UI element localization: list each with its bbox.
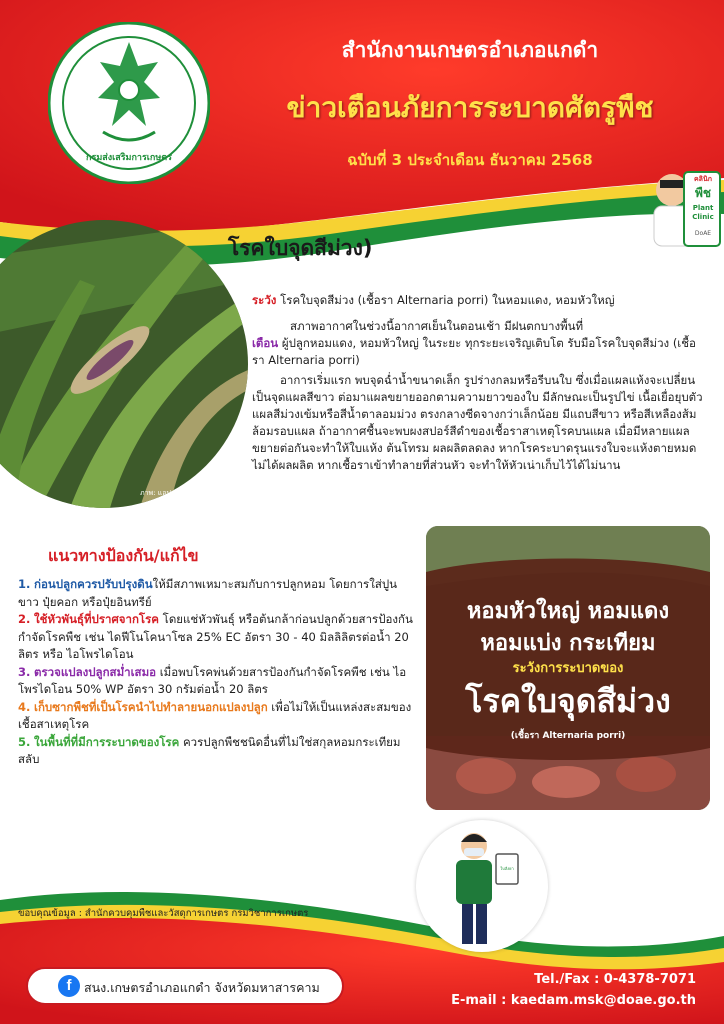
item-highlight: เก็บซากพืชที่เป็นโรคนำไปทำลายนอกแปลงปลูก <box>34 699 268 714</box>
poster-line-5: (เชื้อรา Alternaria porri) <box>510 731 626 741</box>
weather-text: สภาพอากาศในช่วงนี้อากาศเย็นในตอนเช้า มีฝนตกบางพื้นที่ <box>290 319 584 333</box>
item-highlight: ตรวจแปลงปลูกสม่ำเสมอ <box>34 664 157 679</box>
poster-line-4: โรคใบจุดสีม่วง <box>465 682 671 720</box>
officer-illustration <box>416 820 548 952</box>
item-text: เพื่อไม่ให้เป็นแหล่งสะสมของเชื้อสาเหตุโรค <box>18 699 412 731</box>
item-highlight: ก่อนปลูกควรปรับปรุงดิน <box>34 577 153 591</box>
list-item: 4. เก็บซากพืชที่เป็นโรคนำไปทำลายนอกแปลงปลูก เพื่อไม่ให้เป็นแหล่งสะสมของเชื้อสาเหตุโรค <box>18 699 412 731</box>
symptom-paragraph: อาการเริ่มแรก พบจุดฉ่ำน้ำขนาดเล็ก รูปร่างกลมหรือรีบนใบ ซึ่งเมื่อแผลแห้งจะเปลี่ยนเป็นจุดแผลสีขาว ต่อมาแผลขยายออกตามความยาวของใบ มีลักษณะเป็นรูปไข่ เนื้อเยื่อยุบตัว แผลสีม่วงเข้มหรือสีน้ำตาลอมม่วง ตรงกลางซีดจางกว่าเล็กน้อย มีแถบสีขาว หรือสีเหลืองส้มล้อมรอบแผล ถ้าอากาศชื้นจะพบผงสปอร์สีดำของเชื้อราสาเหตุโรคบนแผล เมื่อมีหลายแผลขยายต่อกันจะทำให้ใบแห้ง ต้นโทรม ผลผลิตลดลง หากโรคระบาดรุนแรงใบจะแห้งตายหมด ไม่ได้ผลผลิต หากเชื้อราเข้าทำลายที่ส่วนหัว จะทำให้หัวเน่าเก็บไว้ได้ไม่นาน <box>252 373 703 472</box>
facebook-page-name[interactable]: สนง.เกษตรอำเภอแกดำ จังหวัดมหาสารคาม <box>84 980 320 995</box>
doae-logo <box>48 22 210 184</box>
poster-line-3: ระวังการระบาดของ <box>512 661 624 676</box>
warn-text: ผู้ปลูกหอมแดง, หอมหัวใหญ่ ในระยะ ทุกระยะเจริญเติบโต รับมือโรคใบจุดสีม่วง (เชื้อรา Alternaria porri) <box>252 336 696 367</box>
beware-text: โรคใบจุดสีม่วง (เชื้อรา Alternaria porri) ในหอมแดง, หอมหัวใหญ่ <box>280 293 615 307</box>
doc-icon-label: ใบสั่งยา <box>500 866 514 871</box>
issue-number: ฉบับที่ 3 ประจำเดือน ธันวาคม 2568 <box>347 151 593 169</box>
warn-paragraph <box>252 335 708 369</box>
data-credit: ขอบคุณข้อมูล : สำนักควบคุมพืชและวัสดุการเกษตร กรมวิชาการเกษตร <box>18 908 309 919</box>
item-text: ควรปลูกพืชชนิดอื่นที่ไม่ใช่สกุลหอมกระเทียมสลับ <box>18 734 401 766</box>
poster-line-2: หอมแบ่ง กระเทียม <box>480 631 656 656</box>
list-item: 3. ตรวจแปลงปลูกสม่ำเสมอ เมื่อพบโรคพ่นด้วยสารป้องกันกำจัดโรคพืช เช่น ไอโพรไดโอน 50% WP อัตรา 30 กรัมต่อน้ำ 20 ลิตร <box>18 664 407 696</box>
facebook-icon: f <box>58 975 80 997</box>
list-item: 1. ก่อนปลูกควรปรับปรุงดินให้มีสภาพเหมาะสมกับการปลูกหอม โดยการใส่ปูนขาว ปุ๋ยคอก หรือปุ๋ยอินทรีย์ <box>18 577 398 609</box>
warn-label: เตือน <box>252 336 279 350</box>
bulletin-title: ข่าวเตือนภัยการระบาดศัตรูพืช <box>286 91 654 124</box>
phone-number: Tel./Fax : 0-4378-7071 <box>534 972 696 987</box>
clinic-word-5: DoAE <box>694 230 712 237</box>
beware-label: ระวัง <box>252 293 277 307</box>
item-highlight: ใช้หัวพันธุ์ที่ปราศจากโรค <box>34 612 159 626</box>
clinic-word-2: พืช <box>694 186 712 200</box>
email-address[interactable]: E-mail : kaedam.msk@doae.go.th <box>451 993 696 1008</box>
clinic-word-3: Plant <box>692 204 714 212</box>
plant-clinic-badge <box>650 168 722 248</box>
list-item: 5. ในพื้นที่ที่มีการระบาดของโรค ควรปลูกพืชชนิดอื่นที่ไม่ใช่สกุลหอมกระเทียมสลับ <box>18 734 401 766</box>
disease-title: โรคใบจุดสีม่วง) <box>228 236 373 260</box>
clinic-word-1: คลินิก <box>694 175 712 183</box>
item-text: โดยแช่หัวพันธุ์ หรือต้นกล้าก่อนปลูกด้วยสารป้องกันกำจัดโรคพืช เช่น ไดฟีโนโคนาโซล 25% EC อัตรา 30 - 40 มิลลิลิตรต่อน้ำ 20 ลิตร หรือ ไอโพรไดโอน <box>18 612 413 661</box>
item-text: เมื่อพบโรคพ่นด้วยสารป้องกันกำจัดโรคพืช เช่น ไอโพรไดโอน 50% WP อัตรา 30 กรัมต่อน้ำ 20 ลิตร <box>18 664 407 696</box>
prevention-heading: แนวทางป้องกัน/แก้ไข <box>48 546 199 565</box>
logo-text: กรมส่งเสริมการเกษตร <box>86 153 172 163</box>
awareness-poster <box>426 526 710 810</box>
photo-caption: ภาพ: แอปฯตรวจดิน <box>140 489 201 497</box>
prevention-list <box>18 576 416 769</box>
office-name: สำนักงานเกษตรอำเภอแกดำ <box>341 38 599 62</box>
poster-line-1: หอมหัวใหญ่ หอมแดง <box>466 599 670 624</box>
beware-line <box>252 292 708 309</box>
clinic-word-4: Clinic <box>692 213 714 221</box>
item-text: ให้มีสภาพเหมาะสมกับการปลูกหอม โดยการใส่ปูนขาว ปุ๋ยคอก หรือปุ๋ยอินทรีย์ <box>18 577 398 609</box>
item-highlight: ในพื้นที่ที่มีการระบาดของโรค <box>34 734 180 749</box>
list-item: 2. ใช้หัวพันธุ์ที่ปราศจากโรค โดยแช่หัวพันธุ์ หรือต้นกล้าก่อนปลูกด้วยสารป้องกันกำจัดโรคพืช เช่น ไดฟีโนโคนาโซล 25% EC อัตรา 30 - 40 มิลลิลิตรต่อน้ำ 20 ลิตร หรือ ไอโพรไดโอน <box>18 612 413 661</box>
